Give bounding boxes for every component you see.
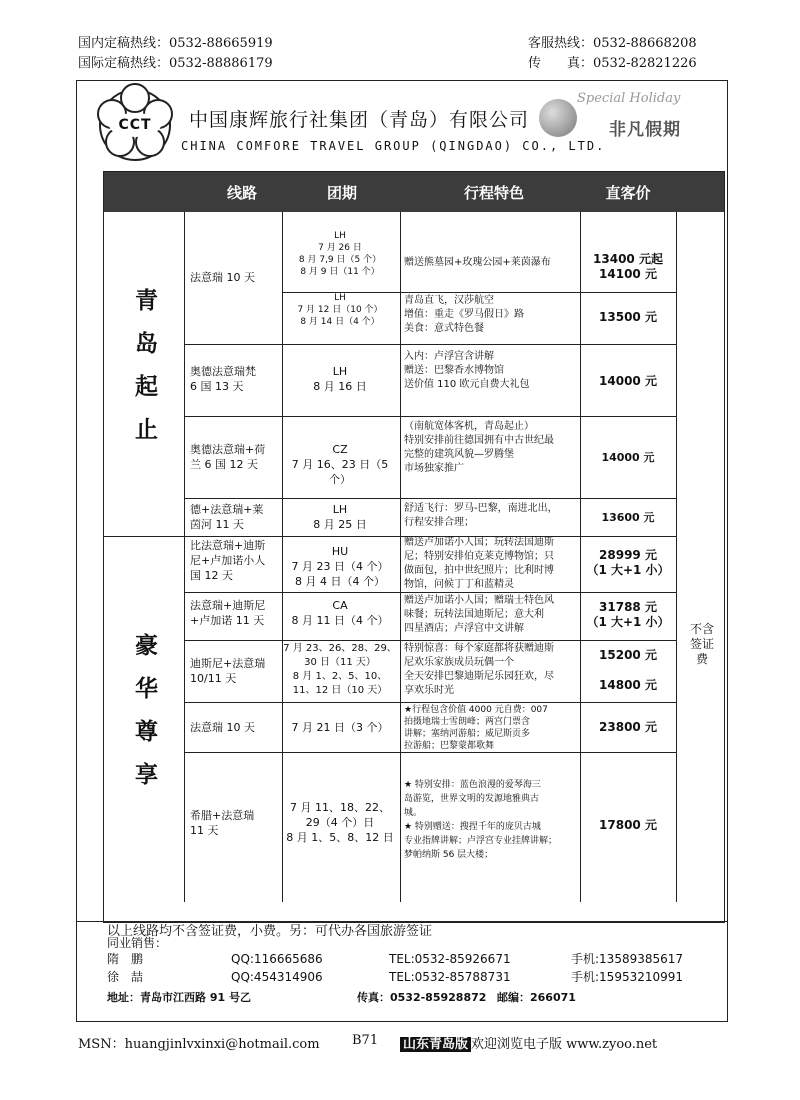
header-dates: 团期 (326, 184, 357, 202)
table-row-features: （南航宽体客机，青岛起止） 特别安排前往德国拥有中古世纪最 完整的建筑风貌—罗腾堡 市场独家推广 (404, 421, 554, 474)
sales-qq: QQ:116665686 (231, 952, 323, 966)
table-row-dates: CZ 7 月 16、23 日（5 个） (291, 443, 389, 486)
table-row-dates: CA 8 月 11 日（4 个） (291, 599, 389, 627)
sales-tel: TEL:0532-85926671 (389, 952, 511, 966)
region-qingdao: 青岛起止 (131, 288, 157, 460)
company-header (77, 81, 727, 171)
table-row-price: 14000 元 (599, 374, 657, 388)
table-row-route: 法意瑞 10 天 (190, 721, 255, 734)
holiday-brand-cn: 非凡假期 (609, 120, 681, 140)
edition-badge: 山东青岛版 (400, 1037, 471, 1052)
table-row-features: 特别惊喜：每个家庭都将获赠迪斯 尼欢乐家族成员玩偶一个 全天安排巴黎迪斯尼乐园狂欢，尽 享欢乐时光 (404, 643, 554, 696)
table-row-route: 迪斯尼+法意瑞 10/11 天 (190, 657, 266, 685)
header-route: 线路 (226, 184, 257, 202)
table-row-price: 31788 元 （1 大+1 小） (586, 600, 670, 629)
table-row-dates: HU 7 月 23 日（4 个） 8 月 4 日（4 个） (291, 545, 389, 588)
table-row-price: 23800 元 (599, 720, 657, 734)
table-row-dates: LH 8 月 25 日 (313, 503, 367, 531)
international-hotline: 国际定稿热线：0532-88886179 (78, 56, 273, 71)
service-hotlines (528, 34, 697, 74)
address-fax: 传真：0532-85928872 (357, 991, 487, 1004)
table-row-price: 13600 元 (601, 511, 655, 524)
sales-qq: QQ:454314906 (231, 970, 323, 984)
sales-name: 徐 喆 (107, 970, 144, 984)
table-row-features: 青岛直飞，汉莎航空 增值：重走《罗马假日》路 美食：意式特色餐 (404, 295, 524, 334)
table-row-route: 德+法意瑞+莱 茵河 11 天 (190, 503, 264, 531)
msn-contact: MSN：huangjinlvxinxi@hotmail.com (78, 1037, 320, 1052)
globe-icon (539, 99, 577, 137)
table-row-dates: 7 月 23、26、28、29、 30 日（11 天） 8 月 1、2、5、10、 11、12 日（10 天） (283, 643, 397, 696)
table-row-price: 14000 元 (601, 451, 655, 464)
company-name-en: CHINA COMFORE TRAVEL GROUP (QINGDAO) CO., LTD. (181, 139, 606, 153)
edition-line (400, 1033, 657, 1052)
sales-mobile: 手机:13589385617 (571, 952, 684, 966)
fax-number: 传 真：0532-82821226 (528, 56, 697, 71)
table-row-features: ★行程包含价值 4000 元自费：007 拍摄地瑞士雪朗峰；两宫门票含 讲解；塞纳河游船；威尼斯贡多 拉游船；巴黎蒙都歌舞 (404, 705, 548, 751)
visa-note: 不含签证费 (689, 622, 714, 666)
table-row-route: 奥德法意瑞+荷 兰 6 国 12 天 (190, 443, 266, 471)
brochure-frame (76, 80, 728, 1022)
table-row-features: ★ 特别安排：蓝色浪漫的爱琴海三 岛游览，世界文明的发源地雅典古 城。 ★ 特别赠送：搜捏千年的庞贝古城 专业指牌讲解；卢浮宫专业挂牌讲解； 梦帕纳斯 56 层大楼； (404, 780, 558, 860)
header-features: 行程特色 (463, 184, 524, 202)
region-luxury: 豪华尊享 (131, 633, 157, 805)
holiday-brand-en: Special Holiday (577, 91, 681, 106)
table-row-route: 比法意瑞+迪斯 尼+卢加诺小人 国 12 天 (190, 539, 266, 582)
table-row-price: 13400 元起 14100 元 (593, 252, 663, 281)
sales-tel: TEL:0532-85788731 (389, 970, 511, 984)
table-row-features: 舒适飞行：罗马-巴黎，南进北出， 行程安排合理； (404, 503, 558, 528)
company-name-cn: 中国康辉旅行社集团（青岛）有限公司 (189, 109, 530, 131)
table-row-price: 15200 元 14800 元 (599, 648, 657, 692)
sales-title: 同业销售： (107, 936, 168, 950)
table-row-dates: LH 7 月 12 日（10 个） 8 月 14 日（4 个） (297, 293, 383, 327)
table-row-price: 17800 元 (599, 818, 657, 832)
sales-name: 隋 鹏 (107, 952, 144, 966)
table-row-features: 赠送卢加诺小人国；赠瑞士特色风 味餐；玩转法国迪斯尼；意大利 四星酒店；卢浮宫中文讲解 (404, 595, 554, 634)
footnote: 以上线路均不含签证费，小费。另：可代办各国旅游签证 (77, 921, 727, 941)
table-row-dates: LH 7 月 26 日 8 月 7,9 日（5 个） 8 月 9 日（11 个） (298, 231, 382, 277)
header-price: 直客价 (605, 184, 651, 202)
sales-mobile: 手机:15953210991 (571, 970, 684, 984)
service-hotline: 客服热线：0532-88668208 (528, 36, 697, 51)
address: 地址：青岛市江西路 91 号乙 (107, 991, 251, 1004)
table-row-price: 28999 元 （1 大+1 小） (586, 548, 670, 577)
table-row-dates: LH 8 月 16 日 (313, 365, 367, 393)
table-row-features: 赠送卢加诺小人国；玩转法国迪斯 尼；特别安排伯克莱克博物馆；只 做面包，拍中世纪照片；比利时博 物馆，问候丁丁和蓝精灵 (404, 537, 554, 590)
table-row-route: 法意瑞+迪斯尼 +卢加诺 11 天 (190, 599, 266, 627)
table-row-route: 希腊+法意瑞 11 天 (190, 809, 255, 837)
postcode: 邮编：266071 (497, 991, 576, 1004)
page-number: B71 (352, 1033, 379, 1048)
table-row-dates: 7 月 11、18、22、 29（4 个）日 8 月 1、5、8、12 日 (286, 801, 394, 844)
table-row-route: 法意瑞 10 天 (190, 271, 255, 284)
table-row-dates: 7 月 21 日（3 个） (291, 721, 389, 734)
domestic-hotline: 国内定稿热线：0532-88665919 (78, 36, 273, 51)
domestic-hotlines (78, 34, 273, 74)
table-row-features: 赠送熊墓园+玫瑰公园+莱茵瀑布 (404, 257, 551, 268)
table-row-features: 入内：卢浮宫含讲解 赠送：巴黎香水博物馆 送价值 110 欧元自费大礼包 (404, 351, 530, 390)
route-table (103, 171, 725, 923)
cct-logo (99, 89, 171, 161)
table-row-price: 13500 元 (599, 310, 657, 324)
logo-text: CCT (109, 113, 161, 137)
table-row-route: 奥德法意瑞梵 6 国 13 天 (190, 365, 256, 393)
website-link[interactable]: 欢迎浏览电子版 www.zyoo.net (471, 1037, 658, 1052)
table-header (104, 172, 724, 212)
